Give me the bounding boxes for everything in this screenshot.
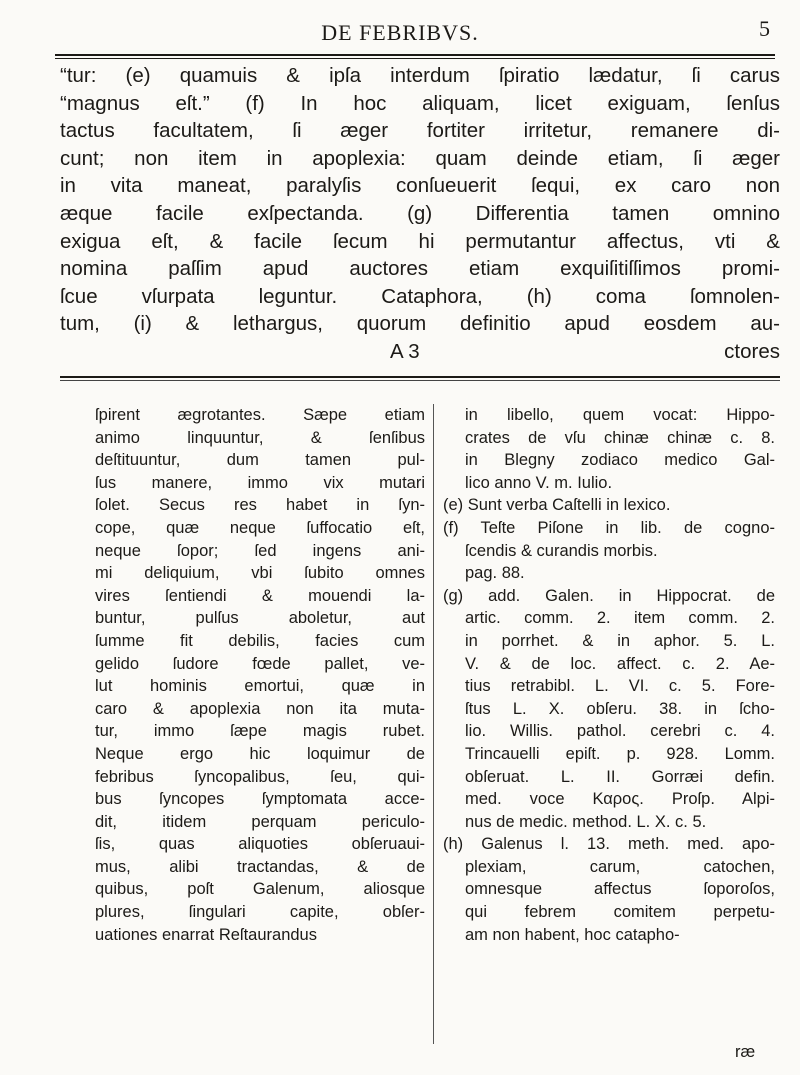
footnote-separator-rule-thin [60, 380, 780, 381]
footnote-line: pag. 88. [465, 564, 525, 583]
footnote-line: (h) Galenus l. 13. meth. med. apo- [443, 835, 775, 854]
footnote-line: mus, alibi tractandas, & de [95, 857, 425, 876]
header-rule-thin [55, 58, 775, 59]
signature-mark: A 3 [390, 339, 420, 363]
footnote-line: Neque ergo hic loquimur de [95, 744, 425, 763]
footnote-line: animo linquuntur, & ſenſibus [95, 428, 425, 447]
footnote-line: deſtituuntur, dum tamen pul- [95, 451, 425, 470]
footnote-line: in Blegny zodiaco medico Gal- [465, 451, 775, 470]
footnote-line: febribus ſyncopalibus, ſeu, qui- [95, 767, 425, 786]
footnote-line: (f) Teſte Piſone in lib. de cogno- [443, 518, 775, 537]
main-line: in vita maneat, paralyſis conſueuerit ſequi, ex caro non [60, 174, 780, 198]
footnote-line: crates de vſu chinæ chinæ c. 8. [465, 428, 775, 447]
main-line: “tur: (e) quamuis & ipſa interdum ſpiratio lædatur, ſi carus [60, 64, 780, 87]
main-line: tum, (i) & lethargus, quorum definitio apud eosdem au- [60, 312, 780, 336]
main-line: æque facile exſpectanda. (g) Differentia tamen omnino [60, 201, 780, 225]
main-line: cunt; non item in apoplexia: quam deinde etiam, ſi æger [60, 146, 780, 170]
footnote-line: plures, ſingulari capite, obſer- [95, 903, 425, 922]
footnote-line: am non habent, hoc catapho- [465, 925, 680, 944]
footnote-line: ſpirent ægrotantes. Sæpe etiam [95, 406, 425, 424]
catchword: ctores [724, 339, 780, 363]
footnote-line: ſus manere, immo vix mutari [95, 473, 425, 492]
footnote-line: plexiam, carum, catochen, [465, 857, 775, 876]
footnote-line: ſolet. Secus res habet in ſyn- [95, 496, 425, 515]
main-line: nomina paſſim apud auctores etiam exquiſitiſſimos promi- [60, 257, 780, 281]
main-text-block [60, 62, 780, 366]
footnote-line: vires ſentiendi & mouendi la- [95, 586, 425, 605]
footnote-line: quibus, poſt Galenum, aliosque [95, 880, 425, 899]
header-rule [55, 54, 775, 56]
footnote-line: ſcendis & curandis morbis. [465, 541, 658, 560]
footnote-catchword: ræ [735, 1043, 756, 1061]
footnote-line: cope, quæ neque ſuffocatio eſt, [95, 518, 425, 537]
footnote-line: Trincauelli epiſt. p. 928. Lomm. [465, 744, 775, 763]
footnote-line: caro & apoplexia non ita muta- [95, 699, 425, 718]
footnote-line: med. voce Καρος. Proſp. Alpi- [465, 790, 775, 809]
footnote-line: omnesque affectus ſoporoſos, [465, 880, 775, 899]
footnote-line: in porrhet. & in aphor. 5. L. [465, 631, 775, 650]
footnote-line: tius retrabibl. L. VI. c. 5. Fore- [465, 677, 775, 696]
page-number: 5 [759, 16, 770, 41]
footnote-line: in libello, quem vocat: Hippo- [465, 406, 775, 424]
footnote-line: dit, itidem perquam periculo- [95, 812, 425, 831]
footnote-line: lio. Willis. pathol. cerebri c. 4. [465, 722, 775, 741]
footnote-line: gelido ſudore fœde pallet, ve- [95, 654, 425, 673]
footnote-line: obſeruat. L. II. Gorræi defin. [465, 767, 775, 786]
footnote-line: lut hominis emortui, quæ in [95, 677, 425, 696]
footnote-line: lico anno V. m. Iulio. [465, 473, 613, 492]
footnote-line: buntur, pulſus aboletur, aut [95, 609, 425, 628]
footnote-line: artic. comm. 2. item comm. 2. [465, 609, 775, 628]
footnote-line: (g) add. Galen. in Hippocrat. de [443, 586, 775, 605]
footnote-line: tur, immo ſæpe magis rubet. [95, 722, 425, 741]
running-title: DE FEBRIBVS. [321, 20, 479, 45]
footnote-line: mi deliquium, vbi ſubito omnes [95, 564, 425, 583]
footnote-line: uationes enarrat Reſtaurandus [95, 925, 317, 944]
footnote-line: bus ſyncopes ſymptomata acce- [95, 790, 425, 809]
main-line: ſcue vſurpata leguntur. Cataphora, (h) coma ſomnolen- [60, 284, 780, 308]
footnote-line: ſis, quas aliquoties obſeruaui- [95, 835, 425, 854]
footnote-column-right [443, 404, 775, 946]
footnote-line: ſtus L. X. obſeru. 38. in ſcho- [465, 699, 775, 718]
footnote-line: V. & de loc. affect. c. 2. Ae- [465, 654, 775, 673]
main-line: exigua eſt, & facile ſecum hi permutantur affectus, vti & [60, 229, 780, 253]
main-line: tactus facultatem, ſi æger fortiter irritetur, remanere di- [60, 119, 780, 143]
footnote-line: qui febrem comitem perpetu- [465, 903, 775, 922]
footnote-line: (e) Sunt verba Caſtelli in lexico. [443, 496, 671, 515]
footnote-separator-rule [60, 376, 780, 378]
footnote-line: neque ſopor; ſed ingens ani- [95, 541, 425, 560]
footnote-line: nus de medic. method. L. X. c. 5. [465, 812, 707, 831]
main-line: “magnus eſt.” (f) In hoc aliquam, licet exiguam, ſenſus [60, 91, 780, 115]
footnote-column-left [95, 404, 425, 946]
footnote-line: ſumme fit debilis, facies cum [95, 631, 425, 650]
column-divider [433, 404, 434, 1044]
signature-line [60, 338, 780, 366]
